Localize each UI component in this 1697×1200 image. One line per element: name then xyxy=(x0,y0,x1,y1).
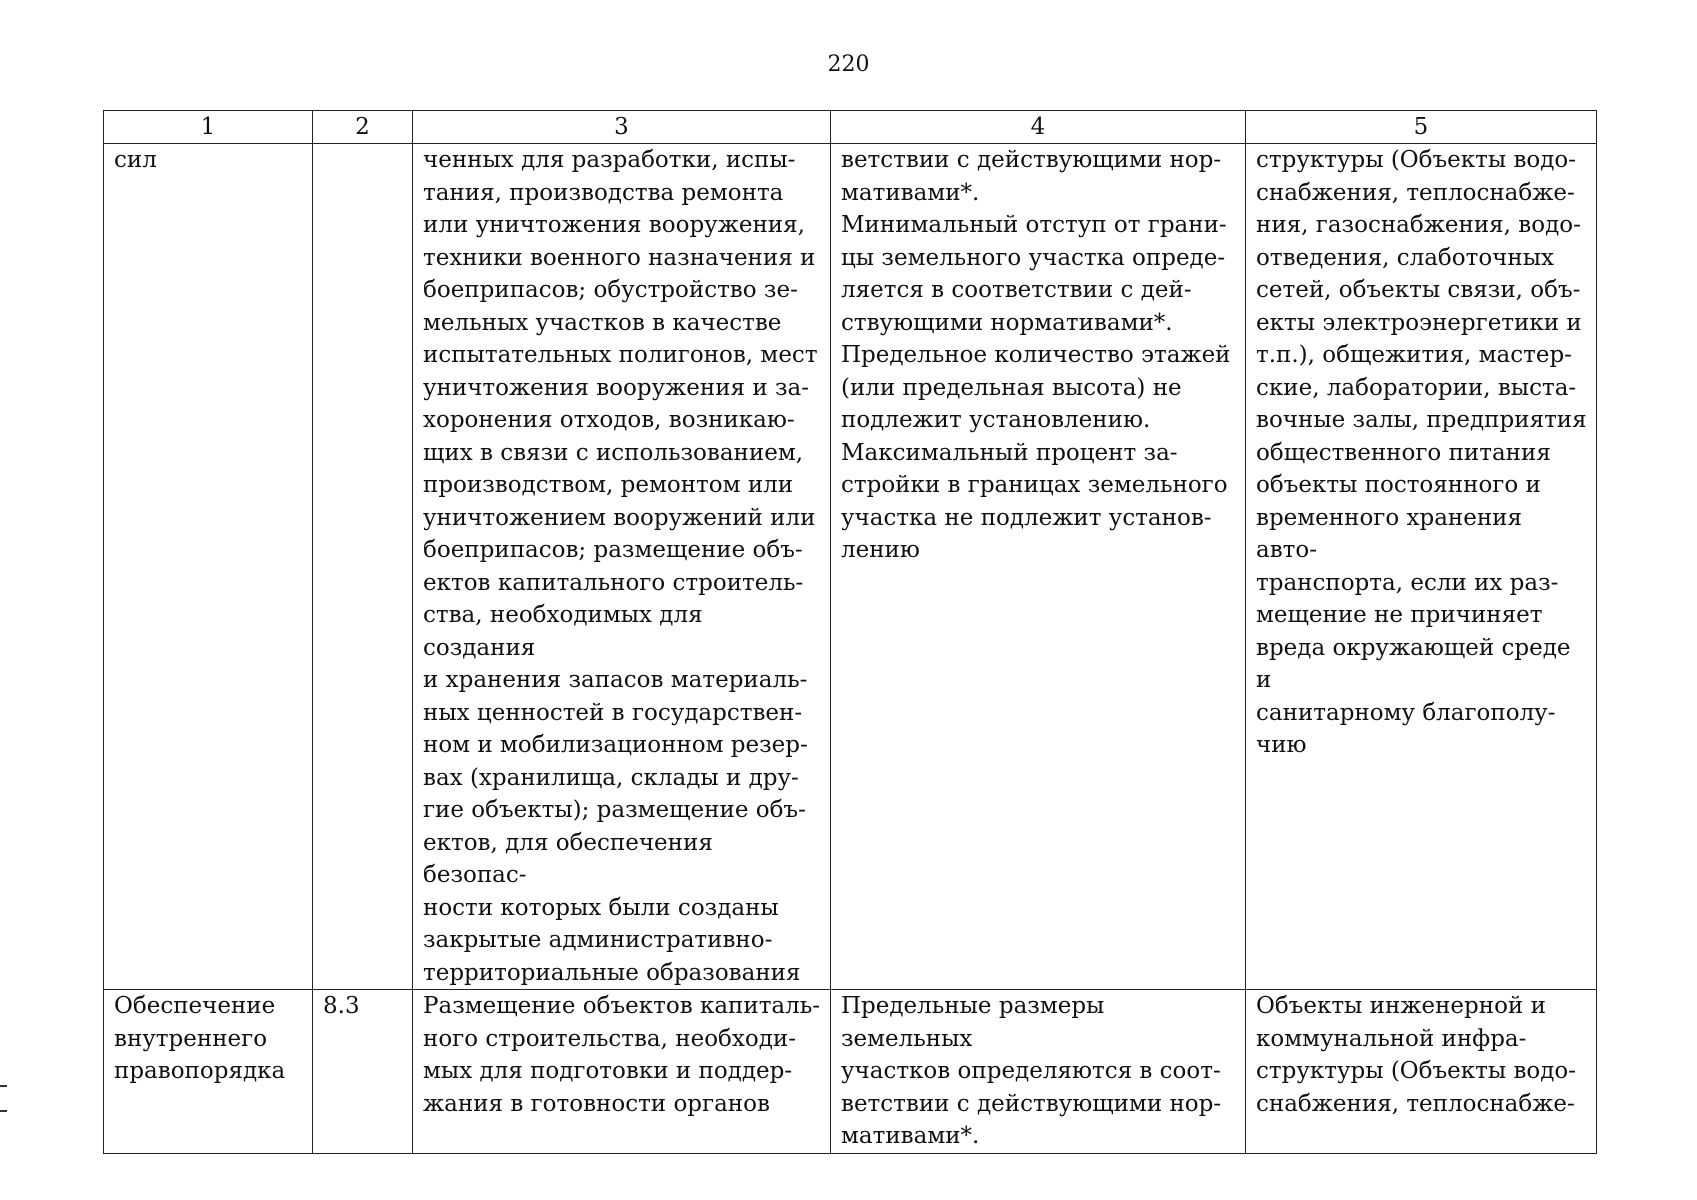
table-row xyxy=(104,144,1597,990)
cell-auxiliary-uses: Объекты инженерной и коммунальной инфра- структуры (Объекты водо- снабжения, теплоснабже- xyxy=(1246,990,1597,1154)
scan-edge-mark xyxy=(0,1085,7,1087)
page-number: 220 xyxy=(827,52,870,77)
cell-description: Размещение объектов капиталь- ного строительства, необходи- мых для подготовки и поддер- жания в готовности органов xyxy=(413,990,831,1154)
cell-code xyxy=(313,144,413,990)
table-header-row xyxy=(104,111,1597,144)
header-col-2: 2 xyxy=(313,111,413,144)
table-row xyxy=(104,990,1597,1154)
cell-land-use-name: Обеспечение внутреннего правопорядка xyxy=(104,990,313,1154)
header-col-4: 4 xyxy=(831,111,1246,144)
cell-description: ченных для разработки, испы- тания, производства ремонта или уничтожения вооружения, техники военного назначения и боеприпасов; обустройство зе- мельных участков в качестве испытательных полигонов, мест уничтожения вооружения и за- хоронения отходов, возникаю- щих в связи с использованием, производством, ремонтом или уничтожением вооружений или боеприпасов; размещение объ- ектов капитального строитель- ства, необходимых для создания и хранения запасов материаль- ных ценностей в государствен- ном и мобилизационном резер- вах (хранилища, склады и дру- гие объекты); размещение объ- ектов, для обеспечения безопас- ности которых были созданы закрытые административно- территориальные образования xyxy=(413,144,831,990)
cell-parameters: ветствии с действующими нор- мативами*. Минимальный отступ от грани- цы земельного участка опреде- ляется в соответствии с дей- ствующими нормативами*. Предельное количество этажей (или предельная высота) не подлежит установлению. Максимальный процент за- стройки в границах земельного участка не подлежит установ- лению xyxy=(831,144,1246,990)
header-col-5: 5 xyxy=(1246,111,1597,144)
cell-land-use-name: сил xyxy=(104,144,313,990)
cell-code: 8.3 xyxy=(313,990,413,1154)
scan-edge-mark xyxy=(0,1110,7,1112)
header-col-3: 3 xyxy=(413,111,831,144)
cell-auxiliary-uses: структуры (Объекты водо- снабжения, теплоснабже- ния, газоснабжения, водо- отведения, слаботочных сетей, объекты связи, объ- екты электроэнергетики и т.п.), общежития, мастер- ские, лаборатории, выста- вочные залы, предприятия общественного питания объекты постоянного и временного хранения авто- транспорта, если их раз- мещение не причиняет вреда окружающей среде и санитарному благополу- чию xyxy=(1246,144,1597,990)
cell-parameters: Предельные размеры земельных участков определяются в соот- ветствии с действующими нор- мативами*. xyxy=(831,990,1246,1154)
regulation-table xyxy=(103,110,1597,1154)
header-col-1: 1 xyxy=(104,111,313,144)
